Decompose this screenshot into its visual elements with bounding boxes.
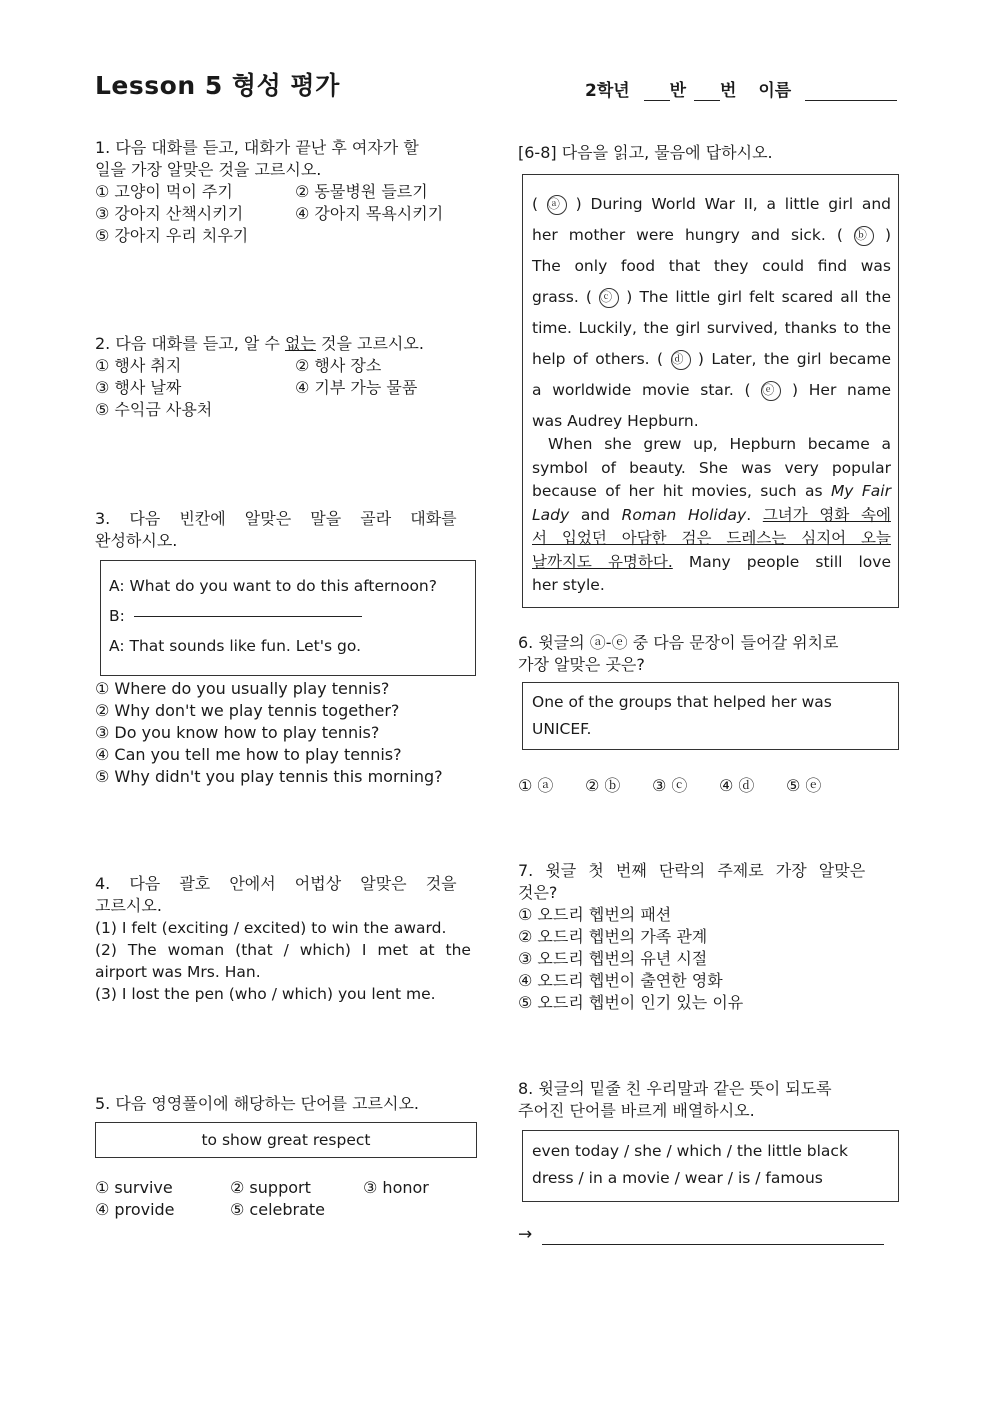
q3-option-4[interactable]: ④ Can you tell me how to play tennis? <box>95 745 402 764</box>
q6-box-line1: One of the groups that helped her was <box>532 693 832 711</box>
q1-stem-line1: 1. 다음 대화를 듣고, 대화가 끝난 후 여자가 할 <box>95 138 419 157</box>
passage-paragraph-1 <box>532 189 891 437</box>
p2-line3 <box>532 480 891 504</box>
q6-sentence-box <box>522 682 899 750</box>
q6-option-3[interactable]: ③ ⓒ <box>652 776 688 795</box>
mark-e: ⓔ <box>761 381 781 401</box>
p2-movie-1b: Lady <box>532 505 570 524</box>
question-6 <box>518 632 903 676</box>
q1-stem-line2: 일을 가장 알맞은 것을 고르시오. <box>95 160 322 179</box>
q7-option-2[interactable]: ② 오드리 헵번의 가족 관계 <box>518 927 708 946</box>
question-3-stem <box>95 508 480 552</box>
mark-b: ⓑ <box>854 226 874 246</box>
q3-dialog-b-label: B: <box>109 607 125 625</box>
q6-box-line2: UNICEF. <box>532 720 592 738</box>
q6-stem-line1: 6. 윗글의 ⓐ-ⓔ 중 다음 문장이 들어갈 위치로 <box>518 633 839 652</box>
p1-line4: grass. ( ⓒ ) The little girl felt scared all the <box>532 288 891 306</box>
q1-option-3[interactable]: ③ 강아지 산책시키기 <box>95 204 244 223</box>
p2-line2: symbol of beauty. She was very popular <box>532 458 891 477</box>
mark-a: ⓐ <box>547 195 567 215</box>
p1-text-10: Her name <box>808 381 891 399</box>
q2-stem-post: 것을 고르시오. <box>315 334 424 353</box>
p1-line2: her mother were hungry and sick. ( ⓑ ) <box>532 226 891 244</box>
p1-line5: time. Luckily, the girl survived, thanks to the <box>532 319 891 337</box>
mark-d: ⓓ <box>671 350 691 370</box>
p2-period: . <box>746 505 752 524</box>
p2-and: and <box>580 505 610 524</box>
q6-options <box>518 775 821 797</box>
name-blank[interactable] <box>805 82 897 101</box>
p2-line4 <box>532 504 891 528</box>
q3-dialog-a1: A: What do you want to do this afternoon? <box>109 577 437 595</box>
p2-line7: her style. <box>532 576 605 594</box>
q3-option-3[interactable]: ③ Do you know how to play tennis? <box>95 723 380 742</box>
q6-option-4[interactable]: ④ ⓓ <box>719 776 755 795</box>
p1-line7: a worldwide movie star. ( ⓔ ) Her name <box>532 381 891 399</box>
q4-stem-line2: 고르시오. <box>95 896 162 915</box>
p1-line8: was Audrey Hepburn. <box>532 412 699 430</box>
p1-text-8: Later, the girl became <box>711 350 892 368</box>
q4-stem-line1: 4. 다음 괄호 안에서 어법상 알맞은 것을 <box>95 874 457 893</box>
q5-definition-box <box>95 1122 477 1158</box>
page-title: Lesson 5 형성 평가 <box>95 71 340 100</box>
q5-stem: 5. 다음 영영풀이에 해당하는 단어를 고르시오. <box>95 1094 419 1113</box>
class-blank[interactable] <box>644 82 670 101</box>
name-label: 이름 <box>758 81 792 101</box>
q3-dialog-box <box>100 560 476 676</box>
grade-label: 2학년 <box>585 81 630 101</box>
q7-option-1[interactable]: ① 오드리 헵번의 패션 <box>518 905 672 924</box>
q2-stem-underline: 없는 <box>284 334 316 353</box>
q7-option-3[interactable]: ③ 오드리 헵번의 유년 시절 <box>518 949 708 968</box>
p2-line5 <box>532 527 891 551</box>
q8-answer-row <box>518 1224 884 1245</box>
p1-line1: ( ⓐ ) During World War II, a little girl and <box>532 195 891 213</box>
q3-stem-line2: 완성하시오. <box>95 531 178 550</box>
q2-option-5[interactable]: ⑤ 수익금 사용처 <box>95 400 213 419</box>
q6-stem-line2: 가장 알맞은 곳은? <box>518 655 645 674</box>
q7-stem-line1: 7. 윗글 첫 번째 단락의 주제로 가장 알맞은 <box>518 861 866 880</box>
p2-underline-1: 그녀가 영화 속에 <box>762 505 891 524</box>
q3-option-1[interactable]: ① Where do you usually play tennis? <box>95 679 390 698</box>
q2-option-4[interactable]: ④ 기부 가능 물품 <box>295 378 418 397</box>
q3-answer-blank[interactable] <box>134 616 362 617</box>
p1-text-2: her mother were hungry and sick. <box>532 226 826 244</box>
q8-answer-blank[interactable] <box>542 1224 884 1245</box>
q2-stem-pre: 2. 다음 대화를 듣고, 알 수 <box>95 334 285 353</box>
q6-option-1[interactable]: ① ⓐ <box>518 776 554 795</box>
q8-stem-line2: 주어진 단어를 바르게 배열하시오. <box>518 1101 755 1120</box>
q8-stem-line1: 8. 윗글의 밑줄 친 우리말과 같은 뜻이 되도록 <box>518 1079 832 1098</box>
p2-underline-3: 날까지도 유명하다. <box>532 552 673 571</box>
q1-option-2[interactable]: ② 동물병원 들르기 <box>295 182 428 201</box>
q5-option-1[interactable]: ① survive <box>95 1178 173 1197</box>
p2-line6 <box>532 551 891 575</box>
q3-stem-text: 3. 다음 빈칸에 알맞은 말을 골라 대화를 <box>95 509 457 528</box>
p2-text-3: because of her hit movies, such as <box>532 482 823 500</box>
q3-options <box>95 678 485 788</box>
p2-underline-2: 서 입었던 아담한 검은 드레스는 심지어 오늘 <box>532 529 891 547</box>
q8-box-line1: even today / she / which / the little black <box>532 1142 848 1160</box>
q1-option-1[interactable]: ① 고양이 먹이 주기 <box>95 182 233 201</box>
p1-line3: The only food that they could find was <box>532 257 891 275</box>
q6-option-5[interactable]: ⑤ ⓔ <box>786 776 822 795</box>
q8-words-box <box>522 1130 899 1202</box>
q3-option-5[interactable]: ⑤ Why didn't you play tennis this morning? <box>95 767 443 786</box>
q3-option-2[interactable]: ② Why don't we play tennis together? <box>95 701 400 720</box>
number-label: 번 <box>719 81 737 101</box>
q7-option-5[interactable]: ⑤ 오드리 헵번이 인기 있는 이유 <box>518 993 744 1012</box>
p2-text-12: Many people still love <box>688 552 891 571</box>
q4-item-3: (3) I lost the pen (who / which) you lent me. <box>95 985 436 1003</box>
q4-item-2-cont: airport was Mrs. Han. <box>95 963 261 981</box>
question-8 <box>518 1078 903 1122</box>
question-1 <box>95 137 475 247</box>
q2-option-1[interactable]: ① 행사 취지 <box>95 356 182 375</box>
mark-c: ⓒ <box>599 288 619 308</box>
q1-option-4[interactable]: ④ 강아지 목욕시키기 <box>295 204 444 223</box>
p1-text-5: The little girl felt scared all the <box>639 288 891 306</box>
p1-line6: help of others. ( ⓓ ) Later, the girl became <box>532 350 892 368</box>
p2-movie-2: Roman Holiday <box>621 505 747 524</box>
q5-option-5[interactable]: ⑤ celebrate <box>230 1200 326 1219</box>
p2-line1: When she grew up, Hepburn became a <box>548 435 891 453</box>
p1-text-7: help of others. <box>532 350 650 368</box>
q5-option-4[interactable]: ④ provide <box>95 1200 175 1219</box>
class-label: 반 <box>669 81 687 101</box>
student-info <box>585 76 897 101</box>
p1-text-9: a worldwide movie star. <box>532 381 734 399</box>
q4-item-1: (1) I felt (exciting / excited) to win the award. <box>95 919 447 937</box>
q7-stem-line2: 것은? <box>518 883 558 902</box>
question-2 <box>95 333 475 421</box>
passage-paragraph-2 <box>532 433 891 598</box>
q7-option-4[interactable]: ④ 오드리 헵번이 출연한 영화 <box>518 971 723 990</box>
q3-dialog-a2: A: That sounds like fun. Let's go. <box>109 637 361 655</box>
number-blank[interactable] <box>694 82 720 101</box>
q6-option-2[interactable]: ② ⓑ <box>585 776 621 795</box>
p1-text-4: grass. <box>532 288 579 306</box>
p1-text-1: During World War II, a little girl and <box>590 195 891 213</box>
q2-option-3[interactable]: ③ 행사 날짜 <box>95 378 182 397</box>
q3-stem-line1 <box>95 508 480 530</box>
q2-option-2[interactable]: ② 행사 장소 <box>295 356 382 375</box>
question-7 <box>518 860 903 1014</box>
q5-option-3[interactable]: ③ honor <box>363 1178 429 1197</box>
passage-box <box>522 174 899 608</box>
q8-box-line2: dress / in a movie / wear / is / famous <box>532 1169 823 1187</box>
q4-item-2: (2) The woman (that / which) I met at the <box>95 941 471 959</box>
q1-option-5[interactable]: ⑤ 강아지 우리 치우기 <box>95 226 249 245</box>
question-4 <box>95 873 480 1005</box>
passage-intro: [6-8] 다음을 읽고, 물음에 답하시오. <box>518 143 773 162</box>
q5-definition: to show great respect <box>201 1131 371 1149</box>
q2-stem <box>95 333 475 355</box>
q3-dialog-b <box>109 607 362 625</box>
p2-movie-1a: My Fair <box>830 482 891 500</box>
arrow-icon: → <box>518 1224 533 1245</box>
q5-option-2[interactable]: ② support <box>230 1178 311 1197</box>
q5-options <box>95 1177 475 1221</box>
